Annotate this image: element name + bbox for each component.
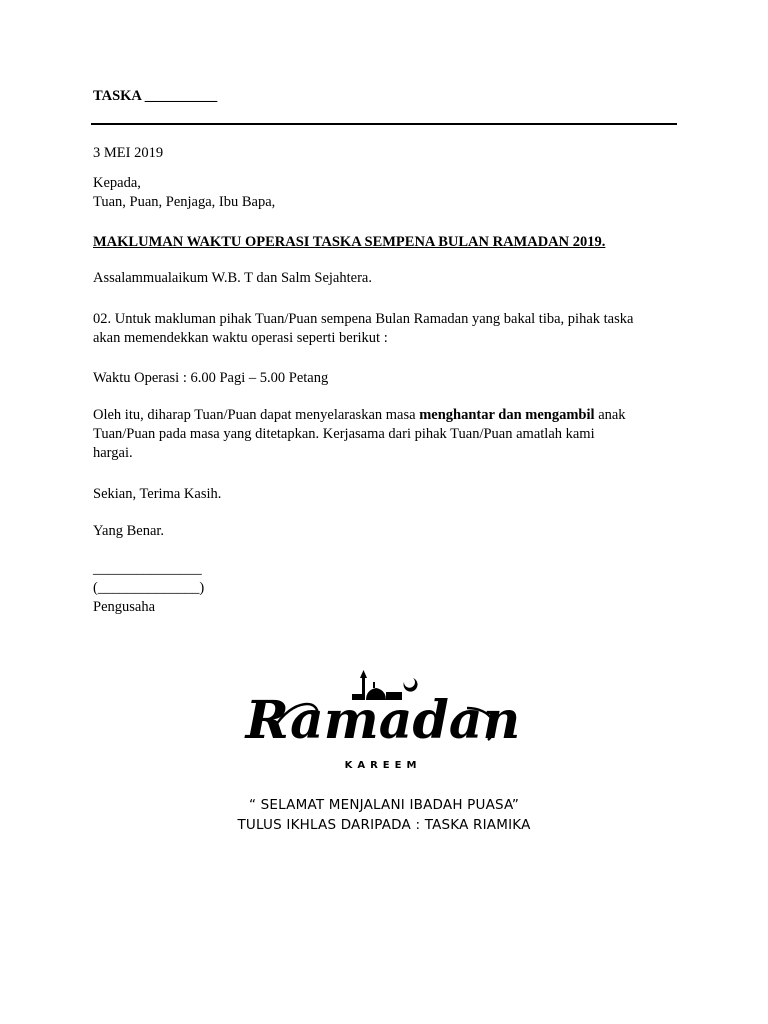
paragraph-line: 02. Untuk makluman pihak Tuan/Puan sempena Bulan Ramadan yang bakal tiba, pihak taska [93, 311, 634, 327]
letter-greeting: Assalammualaikum W.B. T dan Salm Sejahtera. [93, 270, 372, 286]
letter-date: 3 MEI 2019 [93, 145, 164, 161]
paragraph-emphasis: menghantar dan mengambil [419, 407, 595, 423]
paragraph-text: Oleh itu, diharap Tuan/Puan dapat menyelaraskan masa [93, 407, 420, 423]
ramadan-kareem-logo [245, 668, 521, 778]
operating-hours: Waktu Operasi : 6.00 Pagi – 5.00 Petang [93, 370, 329, 386]
paragraph-text: anak [594, 407, 626, 423]
letter-signoff: Yang Benar. [93, 523, 165, 539]
recipient-block [93, 174, 275, 212]
footer-wish: “ SELAMAT MENJALANI IBADAH PUASA” [248, 797, 520, 813]
paragraph-line [93, 406, 626, 425]
letter-closing: Sekian, Terima Kasih. [93, 486, 222, 502]
logo-subtext: KAREEM [344, 760, 422, 771]
header-divider [91, 123, 677, 125]
paragraph-request [93, 406, 626, 463]
signature-block [93, 560, 204, 617]
recipient-line: Kepada, [93, 175, 141, 191]
recipient-line: Tuan, Puan, Penjaga, Ibu Bapa, [93, 194, 276, 210]
footer-sender: TULUS IKHLAS DARIPADA : TASKA RIAMIKA [237, 817, 531, 833]
signatory-title: Pengusaha [93, 599, 156, 615]
paragraph-notice [93, 310, 633, 348]
paragraph-line: Tuan/Puan pada masa yang ditetapkan. Kerjasama dari pihak Tuan/Puan amatlah kami [93, 426, 595, 442]
signature-line: _______________ [93, 561, 202, 577]
letter-subject: MAKLUMAN WAKTU OPERASI TASKA SEMPENA BULAN RAMADAN 2019. [93, 234, 606, 250]
paragraph-line: hargai. [93, 445, 133, 461]
letter-header: TASKA __________ [93, 88, 218, 104]
logo-script-text: Ramadan [245, 690, 521, 751]
signature-name: (______________) [93, 580, 205, 596]
paragraph-line: akan memendekkan waktu operasi seperti berikut : [93, 330, 388, 346]
